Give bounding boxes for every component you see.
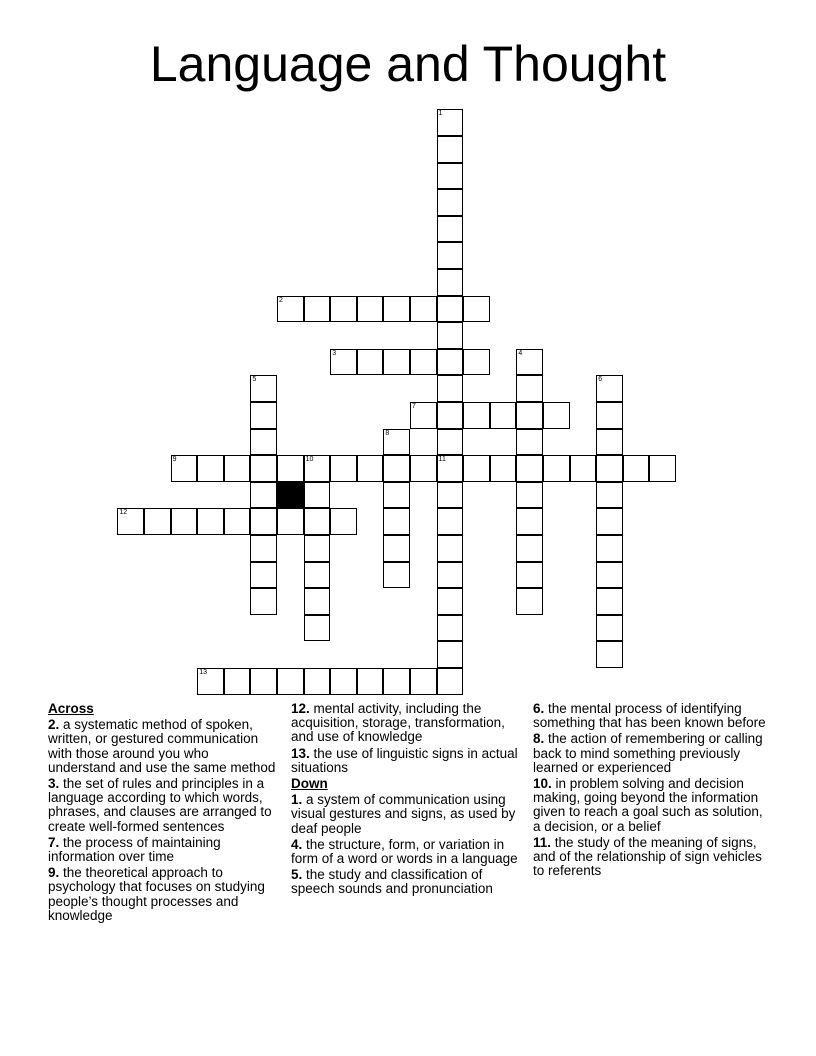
grid-cell[interactable]: [383, 508, 410, 535]
grid-cell[interactable]: [437, 535, 464, 562]
grid-cell[interactable]: [357, 455, 384, 482]
grid-cell[interactable]: [383, 482, 410, 509]
grid-cell[interactable]: [437, 455, 464, 482]
grid-cell[interactable]: [383, 429, 410, 456]
grid-cell[interactable]: [171, 455, 198, 482]
grid-cell[interactable]: [383, 296, 410, 323]
grid-cell[interactable]: [516, 429, 543, 456]
grid-cell[interactable]: [224, 508, 251, 535]
clue-across-9: 9. the theoretical approach to psychology that focuses on studying people’s thought processes and knowledge: [48, 865, 265, 923]
grid-cell[interactable]: [516, 375, 543, 402]
clue-across-12: 12. mental activity, including the acquisition, storage, transformation, and use of knowledge: [291, 701, 505, 745]
clue-down-6: 6. the mental process of identifying something that has been known before: [533, 701, 766, 731]
grid-cell[interactable]: [304, 588, 331, 615]
grid-cell[interactable]: [171, 508, 198, 535]
clue-number-label: 1: [438, 110, 443, 118]
grid-cell[interactable]: [516, 508, 543, 535]
grid-cell[interactable]: [383, 455, 410, 482]
clue-number-label: 9: [172, 456, 177, 464]
grid-cell[interactable]: [357, 668, 384, 695]
grid-cell[interactable]: [224, 455, 251, 482]
grid-cell[interactable]: [596, 402, 623, 429]
grid-cell[interactable]: [383, 535, 410, 562]
grid-cell[interactable]: [304, 562, 331, 589]
clue-across-13: 13. the use of linguistic signs in actual situations: [291, 745, 518, 775]
clue-down-1: 1. a system of communication using visual gestures and signs, as used by deaf people: [291, 792, 516, 836]
grid-cell[interactable]: [250, 402, 277, 429]
grid-cell[interactable]: [596, 508, 623, 535]
grid-cell[interactable]: [516, 402, 543, 429]
clues-column-1: [48, 702, 276, 925]
grid-cell[interactable]: [304, 508, 331, 535]
grid-cell[interactable]: [330, 668, 357, 695]
grid-cell[interactable]: [596, 482, 623, 509]
grid-cell[interactable]: [463, 296, 490, 323]
clue-across-3: 3. the set of rules and principles in a language according to which words, phrases, and clauses are arranged to create well-formed sentences: [48, 776, 272, 834]
clue-number-label: 8: [385, 429, 390, 437]
clue-number-label: 12: [119, 509, 128, 517]
grid-cell[interactable]: [649, 455, 676, 482]
grid-cell[interactable]: [250, 429, 277, 456]
clue-number-label: 10: [305, 456, 314, 464]
grid-cell[interactable]: [437, 189, 464, 216]
grid-cell[interactable]: [304, 296, 331, 323]
clue-number-label: 5: [252, 376, 257, 384]
grid-cell-black: [277, 482, 304, 509]
grid-cell[interactable]: [197, 508, 224, 535]
page-title: Language and Thought: [149, 36, 667, 92]
grid-cell[interactable]: [437, 322, 464, 349]
clue-number-label: 6: [598, 376, 603, 384]
clue-down-5: 5. the study and classification of speech sounds and pronunciation: [291, 867, 493, 897]
grid-cell[interactable]: [490, 455, 517, 482]
grid-cell[interactable]: [437, 482, 464, 509]
grid-cell[interactable]: [357, 296, 384, 323]
grid-cell[interactable]: [437, 429, 464, 456]
across-heading: Across: [48, 701, 94, 716]
grid-cell[interactable]: [437, 402, 464, 429]
grid-cell[interactable]: [463, 402, 490, 429]
grid-cell[interactable]: [570, 455, 597, 482]
grid-cell[interactable]: [516, 482, 543, 509]
grid-cell[interactable]: [304, 615, 331, 642]
grid-cell[interactable]: [304, 455, 331, 482]
grid-cell[interactable]: [410, 296, 437, 323]
grid-cell[interactable]: [596, 588, 623, 615]
grid-cell[interactable]: [543, 455, 570, 482]
grid-cell[interactable]: [250, 562, 277, 589]
grid-cell[interactable]: [304, 482, 331, 509]
grid-cell[interactable]: [304, 668, 331, 695]
grid-cell[interactable]: [197, 668, 224, 695]
grid-cell[interactable]: [516, 455, 543, 482]
grid-cell[interactable]: [437, 508, 464, 535]
down-heading: Down: [291, 776, 328, 792]
grid-cell[interactable]: [277, 455, 304, 482]
grid-cell[interactable]: [516, 588, 543, 615]
grid-cell[interactable]: [277, 668, 304, 695]
grid-cell[interactable]: [437, 375, 464, 402]
clue-number-label: 3: [332, 349, 337, 357]
grid-cell[interactable]: [596, 375, 623, 402]
grid-cell[interactable]: [330, 508, 357, 535]
grid-cell[interactable]: [250, 668, 277, 695]
clue-across-7: 7. the process of maintaining information over time: [48, 834, 221, 865]
grid-cell[interactable]: [224, 668, 251, 695]
grid-cell[interactable]: [144, 508, 171, 535]
clue-down-11: 11. the study of the meaning of signs, and of the relationship of sign vehicles to referents: [533, 834, 762, 879]
grid-cell[interactable]: [410, 349, 437, 376]
grid-cell[interactable]: [437, 269, 464, 296]
grid-cell[interactable]: [437, 615, 464, 642]
clue-number-label: 13: [199, 669, 207, 676]
grid-cell[interactable]: [330, 296, 357, 323]
grid-cell[interactable]: [250, 588, 277, 615]
grid-cell[interactable]: [250, 482, 277, 509]
grid-cell[interactable]: [516, 349, 543, 376]
grid-cell[interactable]: [437, 109, 464, 136]
grid-cell[interactable]: [437, 242, 464, 269]
clue-number-label: 7: [412, 403, 416, 410]
grid-cell[interactable]: [437, 562, 464, 589]
grid-cell[interactable]: [596, 535, 623, 562]
grid-cell[interactable]: [277, 508, 304, 535]
grid-cell[interactable]: [596, 562, 623, 589]
grid-cell[interactable]: [383, 349, 410, 376]
grid-cell[interactable]: [596, 641, 623, 668]
grid-cell[interactable]: [437, 641, 464, 668]
grid-cell[interactable]: [623, 455, 650, 482]
clue-across-2: 2. a systematic method of spoken, written, or gestured communication with those around you who understand and use the same method: [48, 717, 276, 775]
grid-cell[interactable]: [410, 455, 437, 482]
grid-cell[interactable]: [437, 136, 464, 163]
clue-number-label: 4: [518, 349, 523, 357]
grid-cell[interactable]: [543, 402, 570, 429]
grid-cell[interactable]: [250, 508, 277, 535]
grid-cell[interactable]: [250, 535, 277, 562]
grid-cell[interactable]: [383, 562, 410, 589]
grid-cell[interactable]: [117, 508, 144, 535]
clues-column-2: [291, 702, 521, 899]
grid-cell[interactable]: [437, 349, 464, 376]
grid-cell[interactable]: [437, 588, 464, 615]
clue-number-label: 2: [279, 296, 283, 304]
grid-cell[interactable]: [490, 402, 517, 429]
grid-cell[interactable]: [410, 668, 437, 695]
clue-down-4: 4. the structure, form, or variation in form of a word or words in a language: [291, 836, 518, 867]
grid-cell[interactable]: [437, 216, 464, 243]
grid-cell[interactable]: [596, 455, 623, 482]
grid-cell[interactable]: [463, 349, 490, 376]
grid-cell[interactable]: [437, 163, 464, 190]
grid-cell[interactable]: [383, 668, 410, 695]
grid-cell[interactable]: [197, 455, 224, 482]
grid-cell[interactable]: [330, 349, 357, 376]
grid-cell[interactable]: [596, 615, 623, 642]
grid-cell[interactable]: [516, 562, 543, 589]
grid-cell[interactable]: [437, 668, 464, 695]
grid-cell[interactable]: [357, 349, 384, 376]
clue-down-10: 10. in problem solving and decision making, going beyond the information given to reach a goal such as solution, a decision, or a belief: [533, 776, 763, 834]
grid-cell[interactable]: [596, 429, 623, 456]
grid-cell[interactable]: [437, 296, 464, 323]
grid-cell[interactable]: [250, 375, 277, 402]
clue-number-label: 11: [438, 456, 446, 464]
grid-cell[interactable]: [516, 535, 543, 562]
grid-cell[interactable]: [410, 402, 437, 429]
grid-cell[interactable]: [304, 535, 331, 562]
grid-cell[interactable]: [250, 455, 277, 482]
clues-column-3: [533, 702, 769, 880]
clue-down-8: 8. the action of remembering or calling back to mind something previously learned or experienced: [533, 731, 763, 775]
grid-cell[interactable]: [277, 296, 304, 323]
grid-cell[interactable]: [463, 455, 490, 482]
grid-cell[interactable]: [330, 455, 357, 482]
